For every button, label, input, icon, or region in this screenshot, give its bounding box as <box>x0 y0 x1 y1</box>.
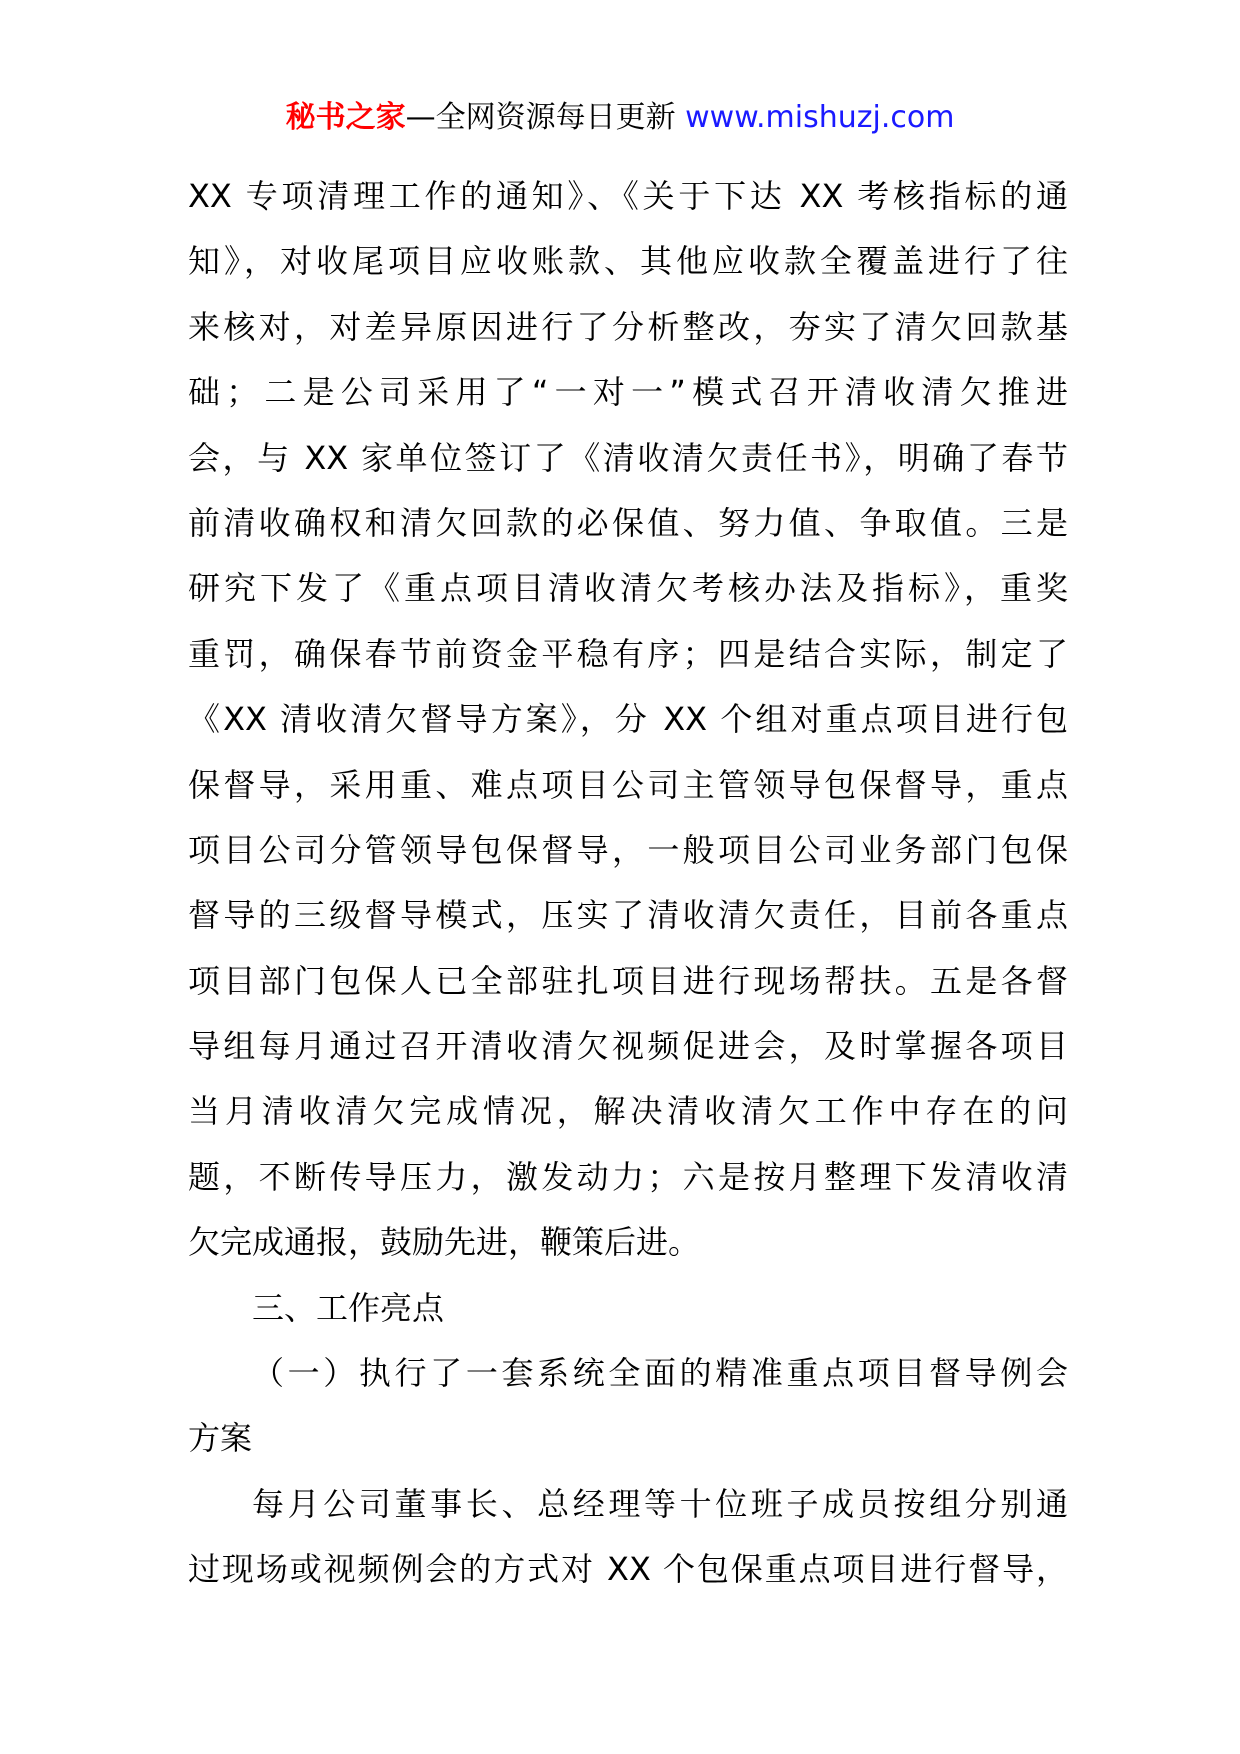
subsection-heading: （一）执行了一套系统全面的精准重点项目督导例会 <box>252 1354 1068 1393</box>
body-line: 项目部门包保人已全部驻扎项目进行现场帮扶。五是各督 <box>188 961 1068 1000</box>
section-heading: 三、工作亮点 <box>252 1288 445 1327</box>
body-line: 当月清收清欠完成情况，解决清收清欠工作中存在的问 <box>188 1092 1068 1131</box>
body-line: 《XX 清收清欠督导方案》，分 XX 个组对重点项目进行包 <box>188 700 1068 739</box>
header-url[interactable]: www.mishuzj.com <box>685 100 955 135</box>
body-line: 项目公司分管领导包保督导，一般项目公司业务部门包保 <box>188 830 1068 869</box>
watermark-header <box>0 98 1240 138</box>
body-line: 前清收确权和清欠回款的必保值、努力值、争取值。三是 <box>188 503 1068 542</box>
body-line: 础；二是公司采用了“一对一”模式召开清收清欠推进 <box>188 373 1068 412</box>
document-body <box>188 164 1068 1603</box>
body-line: 题，不断传导压力，激发动力；六是按月整理下发清收清 <box>188 1157 1068 1196</box>
body-line: 过现场或视频例会的方式对 XX 个包保重点项目进行督导， <box>188 1550 1068 1589</box>
body-line: 督导的三级督导模式，压实了清收清欠责任，目前各重点 <box>188 896 1068 935</box>
body-line: 知》，对收尾项目应收账款、其他应收款全覆盖进行了往 <box>188 242 1068 281</box>
header-tagline: —全网资源每日更新 <box>405 100 686 135</box>
body-line: 研究下发了《重点项目清收清欠考核办法及指标》，重奖 <box>188 569 1068 608</box>
body-line: 保督导，采用重、难点项目公司主管领导包保督导，重点 <box>188 765 1068 804</box>
header-brand: 秘书之家 <box>285 100 406 135</box>
body-line: 每月公司董事长、总经理等十位班子成员按组分别通 <box>252 1484 1068 1523</box>
body-line: 重罚，确保春节前资金平稳有序；四是结合实际，制定了 <box>188 634 1068 673</box>
body-line: 会，与 XX 家单位签订了《清收清欠责任书》，明确了春节 <box>188 438 1068 477</box>
body-line: XX 专项清理工作的通知》、《关于下达 XX 考核指标的通 <box>188 177 1068 215</box>
body-line: 来核对，对差异原因进行了分析整改，夯实了清欠回款基 <box>188 307 1068 346</box>
subsection-heading-cont: 方案 <box>188 1419 253 1458</box>
body-line: 欠完成通报，鼓励先进，鞭策后进。 <box>188 1223 701 1262</box>
body-line: 导组每月通过召开清收清欠视频促进会，及时掌握各项目 <box>188 1027 1068 1066</box>
